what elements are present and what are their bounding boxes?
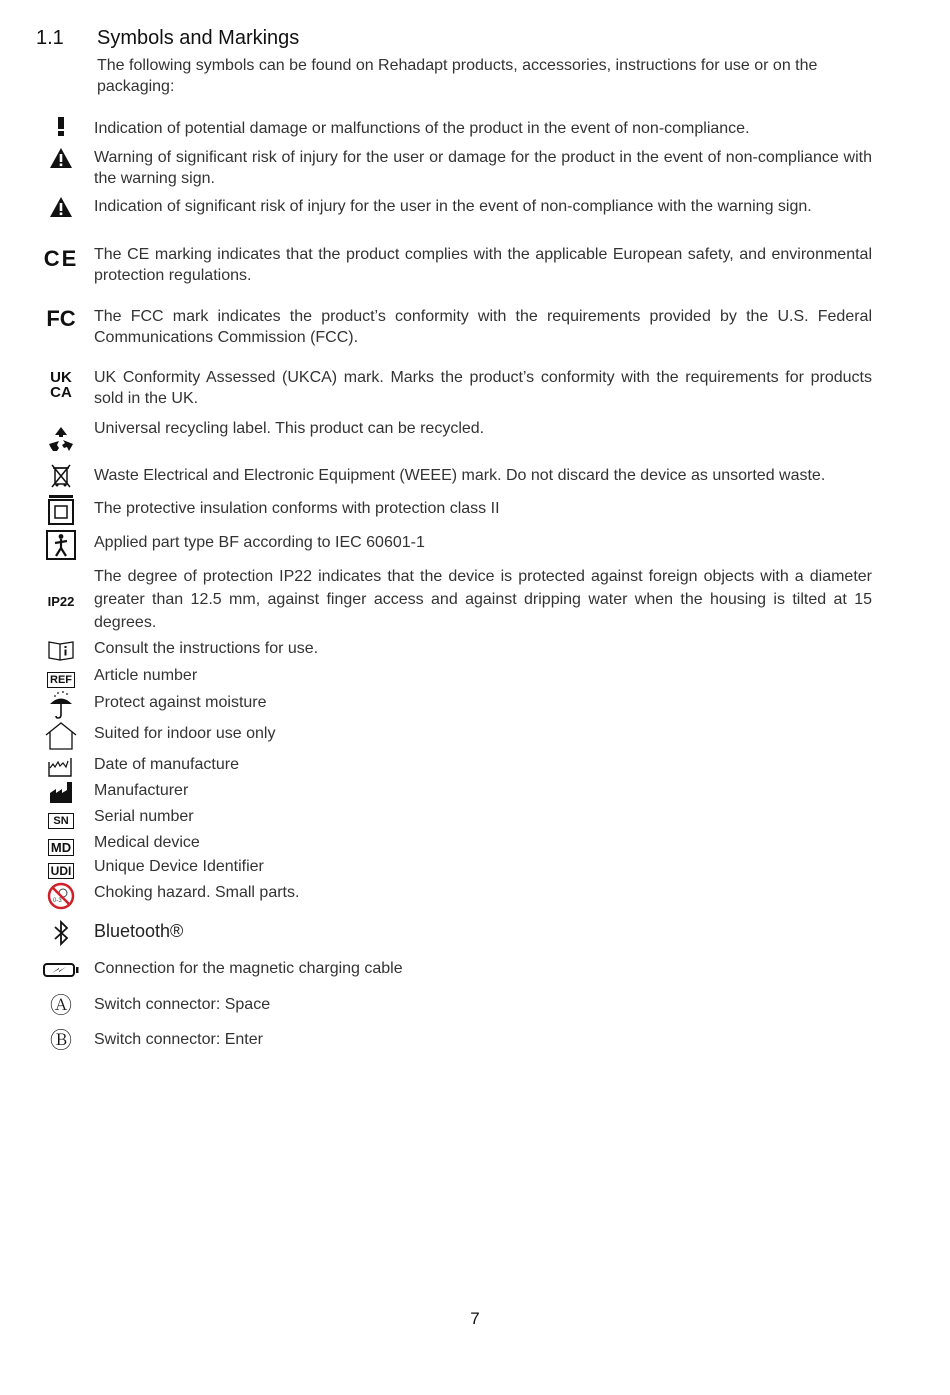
ukca-bottom-label: CA — [50, 384, 72, 401]
symbol-description: Suited for indoor use only — [94, 725, 276, 742]
fcc-mark-icon: FC — [46, 306, 76, 331]
symbol-description: Switch connector: Enter — [94, 1031, 263, 1048]
symbol-description: Choking hazard. Small parts. — [94, 884, 300, 901]
section-number: 1.1 — [36, 27, 64, 49]
symbol-description: Connection for the magnetic charging cable — [94, 960, 403, 977]
symbol-description: Bluetooth® — [94, 921, 184, 941]
symbol-description: Warning of significant risk of injury for the user or damage for the product in the event of non-compliance with the warning sign. — [94, 149, 872, 187]
sn-label: SN — [48, 813, 73, 829]
instructions-book-icon — [40, 636, 82, 666]
circled-a-icon: Ⓐ — [49, 992, 72, 1018]
symbol-description: Article number — [94, 667, 198, 684]
symbol-description: Protect against moisture — [94, 694, 267, 711]
symbol-description: Indication of potential damage or malfunctions of the product in the event of non-compliance. — [94, 120, 750, 137]
symbol-description: Indication of significant risk of injury for the user in the event of non-compliance with the warning sign. — [94, 198, 812, 215]
ce-mark-icon: CE — [43, 246, 79, 271]
ukca-top-label: UK — [50, 369, 72, 386]
symbol-description: The CE marking indicates that the product complies with the applicable European safety, and environmental protection regulations. — [94, 246, 872, 284]
symbol-description: Medical device — [94, 834, 200, 851]
symbol-description: The protective insulation conforms with protection class II — [94, 500, 500, 517]
symbol-description: Switch connector: Space — [94, 996, 271, 1013]
choking-hazard-icon — [40, 880, 82, 912]
udi-label: UDI — [48, 863, 75, 879]
charging-cable-icon — [40, 955, 82, 985]
applied-part-bf-icon — [40, 529, 82, 561]
manufacturer-factory-icon — [40, 778, 82, 808]
warning-triangle-icon — [40, 192, 82, 222]
ukca-mark-icon — [40, 365, 82, 405]
ref-label: REF — [47, 672, 75, 688]
recycling-icon — [40, 424, 82, 454]
ip22-icon: IP22 — [47, 593, 75, 609]
house-icon — [40, 720, 82, 752]
md-label: MD — [48, 839, 74, 856]
section-intro: The following symbols can be found on Rehadapt products, accessories, instructions for use or on the packaging: — [97, 57, 818, 95]
umbrella-icon — [40, 689, 82, 721]
symbol-description: Serial number — [94, 808, 194, 825]
symbol-description: Consult the instructions for use. — [94, 640, 319, 657]
symbol-description: The FCC mark indicates the product’s conformity with the requirements provided by the U.S. Federal Communications Commission (FCC). — [94, 308, 872, 346]
exclamation-icon — [40, 112, 82, 142]
class-ii-insulation-icon — [40, 494, 82, 526]
circled-b-icon: Ⓑ — [49, 1027, 72, 1053]
choking-age-label: 0-3 — [53, 898, 62, 904]
bluetooth-icon — [40, 918, 82, 948]
section-title: Symbols and Markings — [97, 27, 300, 49]
symbol-description: Universal recycling label. This product can be recycled. — [94, 420, 485, 437]
symbol-description: The degree of protection IP22 indicates that the device is protected against foreign objects with a diameter greater than 12.5 mm, against finger access and against dripping water when the housing is tilted at 15 degrees. — [94, 568, 872, 631]
symbol-description: Waste Electrical and Electronic Equipment (WEEE) mark. Do not discard the device as unsorted waste. — [94, 467, 826, 484]
symbol-description: Date of manufacture — [94, 756, 239, 773]
symbol-description: Manufacturer — [94, 782, 189, 799]
weee-bin-icon — [40, 461, 82, 491]
symbol-description: Unique Device Identifier — [94, 858, 264, 875]
symbol-description: Applied part type BF according to IEC 60601-1 — [94, 534, 425, 551]
page-number: 7 — [470, 1309, 480, 1328]
symbol-description: UK Conformity Assessed (UKCA) mark. Marks the product’s conformity with the requirements for products sold in the UK. — [94, 369, 872, 407]
warning-triangle-icon — [40, 143, 82, 173]
